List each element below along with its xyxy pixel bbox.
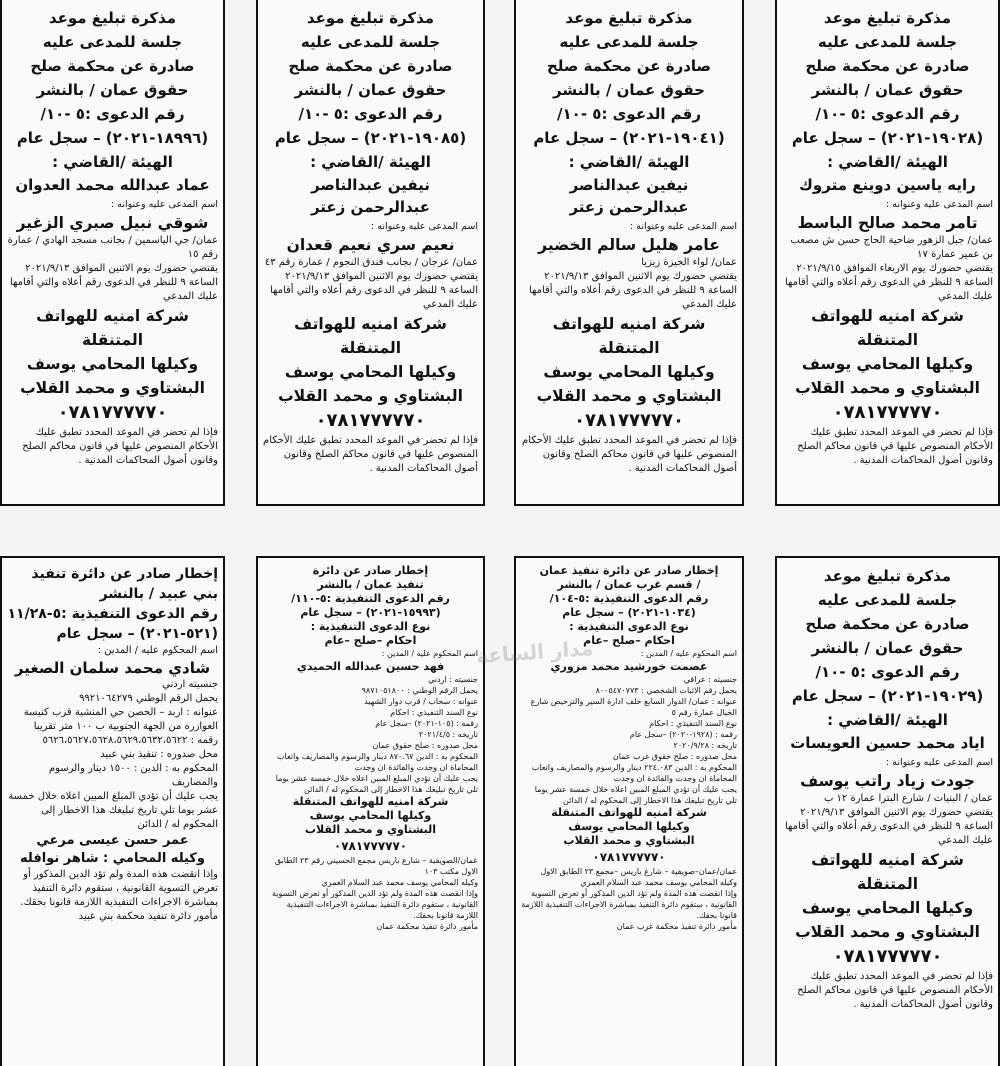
notice-header <box>7 564 218 644</box>
judge-label: الهيئة /القاضي : <box>568 153 690 171</box>
officer-signature: مأمور دائرة تنفيذ محكمة بني عبيد <box>78 911 218 922</box>
execution-details <box>521 674 737 806</box>
phone-number: ٠٧٨١٧٧٧٧٧٠ <box>315 410 426 431</box>
summons-text: يقتضي حضورك يوم الاثنين الموافق ٢٠٢١/٩/١٣ الساعة ٩ للنظر في الدعوى رقم أعلاه والتي أقامها عليك المدعي <box>528 271 737 310</box>
defendant-name: عامر هليل سالم الخضير <box>538 236 720 254</box>
defendant-name: نعيم سري نعيم قعدان <box>286 236 455 254</box>
case-record: (١٩٠٨٥-٢٠٢١) – سجل عام <box>274 129 467 147</box>
court-division: حقوق عمان / بالنشر <box>811 81 964 99</box>
case-record: (١٩٠٢٨-٢٠٢١) – سجل عام <box>791 129 984 147</box>
detail-line: تاريخه : ٢٠٢٠/٩/٢٨ <box>673 741 737 750</box>
summons-text: يقتضي حضورك يوم الاثنين الموافق ٢٠٢١/٩/١٣ الساعة ٩ للنظر في الدعوى رقم أعلاه والتي أقامها عليك المدعي <box>9 263 218 302</box>
notice-footer: فإذا لم تحضر في الموعد المحدد تطبق عليك الأحكام المنصوص عليها في قانون محاكم الصلح وقانون أصول المحاكمات المدنية . <box>797 427 993 466</box>
notice-subtitle: بني عبيد / بالنشر <box>99 586 218 602</box>
detail-line: يحمل الرقم الوطني ٩٩٢١٠٦٤٢٧٩ <box>79 693 218 704</box>
creditor-agent: وكيله المحامي : شاهر نوافله <box>20 851 205 866</box>
creditor-address: عمان/عمان–صويفية – شارع باريس –مجمع ٢٣ الطابق الاول <box>540 867 737 876</box>
notice-card <box>0 0 225 506</box>
plaintiff-block <box>263 312 478 408</box>
notice-subtitle: جلسة للمدعى عليه <box>817 33 958 51</box>
detail-line: جنسيته : عراقي <box>683 675 737 684</box>
phone-number: ٠٧٨١٧٧٧٧٧٠ <box>333 839 408 853</box>
case-record: (٥٢١-٢٠٢١) – سجل عام <box>56 626 218 642</box>
plaintiff-block <box>7 304 218 400</box>
notice-card <box>775 556 1000 1066</box>
judge-name-line: نيفين عبدالناصر <box>569 176 689 194</box>
phone-number: ٠٧٨١٧٧٧٧٧٠ <box>574 410 684 431</box>
case-number: رقم الدعوى :٥ -١٠/ <box>815 663 960 681</box>
notice-title: مذكرة تبليغ موعد <box>306 9 435 27</box>
detail-line: يحمل رقم الاثبات الشخصي : ٨٠٠٥٤٧٠٧٧٣ <box>595 686 737 695</box>
officer-signature: مأمور دائرة تنفيذ محكمة عمان <box>376 922 478 931</box>
case-record: (١٥٩٩٣-٢٠٢١) – سجل عام <box>300 606 441 619</box>
plaintiff-agent-names: البشتاوي و محمد القلاب <box>795 379 980 397</box>
detail-line: يجب عليك أن تؤدي المبلغ المبين اعلاه خلال خمسة عشر يوما تلي تاريخ تبليغك هذا الاخطار إلى المحكوم له / الدائن <box>275 774 478 794</box>
plaintiff-agent-names: البشتاوي و محمد القلاب <box>278 387 463 405</box>
case-number: رقم الدعوى :٥ -١٠/ <box>557 105 701 123</box>
detail-line: نوع السند التنفيذي : احكام <box>390 708 478 717</box>
judge-name <box>521 174 737 218</box>
plaintiff-name: شركة امنيه للهواتف المتنقلة <box>294 315 447 357</box>
notice-title: مذكرة تبليغ موعد <box>823 567 952 585</box>
defendant-label: اسم المدعى عليه وعنوانه : <box>886 199 993 210</box>
detail-line: تاريخه : ٢٠٢١/٤/٥ <box>418 730 478 739</box>
debtor-label: اسم المحكوم عليه / المدين : <box>640 649 737 658</box>
plaintiff-agent-names: البشتاوي و محمد القلاب <box>536 387 722 405</box>
judge-name-line: عبدالرحمن زعتر <box>569 198 689 216</box>
plaintiff-name: شركة امنيه للهواتف المتنقلة <box>811 851 964 893</box>
debtor-label: اسم المحكوم عليه / المدين : <box>381 649 478 658</box>
notice-card <box>514 0 744 506</box>
notice-title: إخطار صادر عن دائرة <box>312 564 429 577</box>
judge-name-line: عبدالرحمن زعتر <box>310 198 431 216</box>
defendant-label: اسم المدعى عليه وعنوانه : <box>630 221 737 232</box>
plaintiff-agent: وكيلها المحامي يوسف <box>26 355 199 373</box>
creditor-agent: وكيله المحامي يوسف محمد عبد السلام العمري <box>321 878 478 887</box>
detail-line: يجب عليك أن تؤدي المبلغ المبين اعلاه خلال خمسة عشر يوما تلي تاريخ تبليغك هذا الاخطار إلى المحكوم له / الدائن <box>8 791 218 830</box>
officer-signature: مأمور دائرة تنفيذ محكمة غرب عمان <box>616 922 737 931</box>
notice-footer: فإذا لم تحضر في الموعد المحدد تطبق عليك الأحكام المنصوص عليها في قانون محاكم الصلح وقانون أصول المحاكمات المدنية . <box>522 435 737 474</box>
notice-header <box>521 6 737 174</box>
detail-line: عنوانه : سحاب / قرب دوار الشهيد <box>364 697 478 706</box>
notice-header <box>782 564 993 732</box>
case-number: رقم الدعوى :٥ -١٠/ <box>298 105 443 123</box>
debtor-name: فهد حسين عبدالله الحميدي <box>296 660 445 673</box>
judge-name <box>263 174 478 218</box>
case-number: رقم الدعوى :٥ -١٠/ <box>40 105 185 123</box>
execution-notice-card <box>256 556 485 1066</box>
plaintiff-name: شركة امنيه للهواتف المتنقلة <box>36 307 189 349</box>
detail-line: رقمه : (١٩٢٨-٢٠٢٠) –سجل عام <box>629 730 737 739</box>
plaintiff-agent: وكيلها المحامي يوسف <box>568 820 690 833</box>
notice-subtitle: تنفيذ عمان / بالنشر <box>317 578 424 591</box>
notice-footer: فإذا لم تحضر في الموعد المحدد تطبق عليك الأحكام المنصوص عليها في قانون محاكم الصلح وقانون أصول المحاكمات المدنية . <box>263 435 478 474</box>
defendant-address: عمان/ جبل الزهور ضاحية الحاج حسن ش مصعب بن عمير عمارة ١٧ <box>790 235 993 260</box>
notice-subtitle: جلسة للمدعى عليه <box>300 33 441 51</box>
notice-card <box>256 0 485 506</box>
defendant-address: عمان / البنيات / شارع البترا عمارة ١٢ ب <box>823 793 993 804</box>
plaintiff-name: شركة امنيه للهواتف المتنقلة <box>552 315 706 357</box>
detail-line: يحمل الرقم الوطني : ٩٨٧١٠٥١٨٠٠ <box>361 686 478 695</box>
creditor-address: عمان/الصويفية – شارع باريس مجمع الحسيني رقم ٢٣ الطابق الاول مكتب ١٠٣ <box>274 856 478 876</box>
detail-line: يجب عليك أن تؤدي المبلغ المبين اعلاه خلال خمسة عشر يوما تلي تاريخ تبليغك هذا الاخطار إلى المحكوم له / الدائن <box>534 785 737 805</box>
detail-line: جنسيته : اردني <box>428 675 478 684</box>
plaintiff-block <box>263 795 478 837</box>
court-division: حقوق عمان / بالنشر <box>811 639 964 657</box>
summons-text: يقتضي حضورك يوم الاثنين الموافق ٢٠٢١/٩/١٣ الساعة ٩ للنظر في الدعوى رقم أعلاه والتي أقامها عليك المدعي <box>269 271 478 310</box>
notice-title: إخطار صادر عن دائرة تنفيذ عمان <box>539 564 719 577</box>
plaintiff-name: شركة امنيه للهواتف المتنقلة <box>811 307 964 349</box>
court-division: حقوق عمان / بالنشر <box>294 81 447 99</box>
summons-text: يقتضي حضورك يوم الاثنين الموافق ٢٠٢١/٩/١٣ الساعة ٩ للنظر في الدعوى رقم أعلاه والتي أقامها عليك المدعي <box>784 807 993 846</box>
case-type: احكام –صلح –عام <box>324 634 417 647</box>
plaintiff-agent: وكيلها المحامي يوسف <box>284 363 457 381</box>
case-number: رقم الدعوى التنفيذية :٥-١١/٢٨ <box>7 606 218 622</box>
judge-label: الهيئة /القاضي : <box>310 153 431 171</box>
phone-number: ٠٧٨١٧٧٧٧٧٠ <box>592 850 666 864</box>
top-row <box>0 0 1000 506</box>
detail-line: محل صدوره : صلح حقوق عمان <box>372 741 478 750</box>
plaintiff-block <box>521 806 737 848</box>
notice-footer: فإذا لم تحضر في الموعد المحدد تطبق عليك الأحكام المنصوص عليها في قانون محاكم الصلح وقانون أصول المحاكمات المدنية . <box>797 971 993 1010</box>
detail-line: عنوانه : اربد – الحصن حي المنشية قرب كنيسة العوازره من الجهة الجنوبية ب ١٠٠ متر تقريبا <box>23 707 218 732</box>
court-division: حقوق عمان / بالنشر <box>553 81 705 99</box>
judge-name: رايه ياسين دوينع متروك <box>799 176 976 194</box>
defendant-name: تامر محمد صالح الباسط <box>797 214 978 232</box>
creditor-agent: وكيله المحامي يوسف محمد عبد السلام العمري <box>580 878 737 887</box>
court-name: صادرة عن محكمة صلح <box>805 615 970 633</box>
notice-header <box>782 6 993 174</box>
plaintiff-agent-names: البشتاوي و محمد القلاب <box>563 834 695 847</box>
plaintiff-agent-names: البشتاوي و محمد القلاب <box>795 923 980 941</box>
defendant-address: عمان/ عرجان / بجانب فندق النجوم / عمارة رقم ٤٣ <box>264 257 478 268</box>
defendant-address: عمان/ لواء الجيزة زيزيا <box>641 257 737 268</box>
creditor-name: عمر حسن عيسى مرعي <box>36 833 189 848</box>
plaintiff-agent-names: البشتاوي و محمد القلاب <box>304 823 437 836</box>
notice-subtitle: جلسة للمدعى عليه <box>817 591 958 609</box>
plaintiff-name: شركة امنيه للهواتف المتنقلة <box>551 806 707 819</box>
judge-label: الهيئة /القاضي : <box>52 153 173 171</box>
notice-title: مذكرة تبليغ موعد <box>823 9 952 27</box>
notice-header <box>263 564 478 648</box>
debtor-label: اسم المحكوم عليه / المدين : <box>97 645 218 656</box>
defendant-label: اسم المدعى عليه وعنوانه : <box>111 199 218 210</box>
watermark-text: مدار الساعة <box>475 635 594 669</box>
notice-subtitle: جلسة للمدعى عليه <box>42 33 183 51</box>
court-name: صادرة عن محكمة صلح <box>288 57 453 75</box>
warning-text: وإذا انقضت هذه المدة ولم تؤد الدين المذكور أو تعرض التسوية القانونية ، ستقوم دائرة التنفيذ بمباشرة الاجراءات التنفيذية اللازمة قانونا بحقك. <box>20 869 218 908</box>
defendant-label: اسم المدعى عليه وعنوانه : <box>886 757 993 768</box>
plaintiff-agent: وكيلها المحامي يوسف <box>801 355 974 373</box>
case-record: (١٩٠٤١-٢٠٢١) – سجل عام <box>533 129 725 147</box>
judge-label: الهيئة /القاضي : <box>827 153 948 171</box>
court-name: صادرة عن محكمة صلح <box>805 57 970 75</box>
notice-header <box>521 564 737 648</box>
judge-name: اياد محمد حسين العويسات <box>790 734 985 752</box>
notice-title: إخطار صادر عن دائرة تنفيذ <box>31 566 218 582</box>
phone-number: ٠٧٨١٧٧٧٧٧٠ <box>832 946 943 967</box>
detail-line: رقمه : ٥٦٢٦،٥٦٢٧،٥٦٢٨،٥٦٢٩،٥٦٣٢،٥٦٢٢ <box>42 735 218 746</box>
plaintiff-agent: وكيلها المحامي يوسف <box>543 363 715 381</box>
notice-card <box>775 0 1000 506</box>
plaintiff-name: شركة امنيه للهواتف المتنقلة <box>292 795 449 808</box>
case-type-label: نوع الدعوى التنفيذية : <box>569 620 689 633</box>
execution-details <box>263 674 478 795</box>
phone-number: ٠٧٨١٧٧٧٧٧٠ <box>832 402 943 423</box>
judge-label: الهيئة /القاضي : <box>827 711 948 729</box>
notice-header <box>7 6 218 174</box>
judge-name-line: نيفين عبدالناصر <box>311 176 430 194</box>
notice-footer: فإذا لم تحضر في الموعد المحدد تطبق عليك الأحكام المنصوص عليها في قانون محاكم الصلح وقانون أصول المحاكمات المدنية . <box>22 427 218 466</box>
plaintiff-block <box>521 312 737 408</box>
case-record: (١٩٠٢٩-٢٠٢١) – سجل عام <box>791 687 984 705</box>
bottom-row <box>0 556 1000 1066</box>
court-name: صادرة عن محكمة صلح <box>546 57 712 75</box>
plaintiff-agent: وكيلها المحامي يوسف <box>801 899 974 917</box>
warning-text: وإذا انقضت هذه المدة ولم تؤد الدين المذكور أو تعرض التسوية القانونية ، ستقوم دائرة التنفيذ بمباشرة الاجراءات التنفيذية اللازمة قانونا بحقك. <box>521 889 737 920</box>
case-number: رقم الدعوى التنفيذية :٥-١١٠/ <box>291 592 450 605</box>
detail-line: المحكوم به : الدين ٢٢٤.٠٨٣ دينار والرسوم والمصاريف واتعاب المحاماة ان وجدت والفائدة ان وجدت <box>531 763 737 783</box>
detail-line: محل صدوره : تنفيذ بني عبيد <box>100 749 218 760</box>
detail-line: محل صدوره : صلح حقوق غرب عمان <box>612 752 737 761</box>
detail-line: المحكوم به : الدين : ١٥٠٠ دينار والرسوم والمصاريف <box>48 763 218 788</box>
defendant-address: عمان/ حي الياسمين / بجانب مسجد الهادي / عمارة رقم ١٥ <box>7 235 218 260</box>
case-number: رقم الدعوى التنفيذية :٥-١٠٤/ <box>549 592 709 605</box>
plaintiff-block <box>782 304 993 400</box>
phone-number: ٠٧٨١٧٧٧٧٧٠ <box>57 402 168 423</box>
execution-details <box>7 678 218 832</box>
notice-title: مذكرة تبليغ موعد <box>48 9 177 27</box>
summons-text: يقتضي حضورك يوم الاربعاء الموافق ٢٠٢١/٩/١٥ الساعة ٩ للنظر في الدعوى رقم أعلاه والتي أقامها عليك المدعي <box>784 263 993 302</box>
execution-notice-card <box>0 556 225 1066</box>
execution-notice-card <box>514 556 744 1066</box>
case-type-label: نوع الدعوى التنفيذية : <box>310 620 431 633</box>
notice-header <box>263 6 478 174</box>
plaintiff-agent-names: البشتاوي و محمد القلاب <box>20 379 205 397</box>
debtor-name: عصمت خورشيد محمد مزوري <box>550 660 708 673</box>
notice-subtitle: / قسم غرب عمان / بالنشر <box>557 578 701 591</box>
case-type: احكام –صلح –عام <box>583 634 675 647</box>
notice-title: مذكرة تبليغ موعد <box>565 9 693 27</box>
detail-line: جنسيته اردني <box>162 679 218 690</box>
defendant-name: شوقي نبيل صبري الزغير <box>16 214 209 232</box>
debtor-name: شادي محمد سلمان الصغير <box>14 659 211 677</box>
case-record: (١٠٣٤-٢٠٢١) – سجل عام <box>562 606 696 619</box>
court-division: حقوق عمان / بالنشر <box>36 81 189 99</box>
defendant-label: اسم المدعى عليه وعنوانه : <box>371 221 478 232</box>
notice-subtitle: جلسة للمدعى عليه <box>559 33 699 51</box>
case-record: (١٨٩٩٦-٢٠٢١) – سجل عام <box>16 129 209 147</box>
plaintiff-block <box>782 848 993 944</box>
judge-name: عماد عبدالله محمد العدوان <box>15 176 210 194</box>
defendant-name: جودت زياد راتب يوسف <box>800 772 975 790</box>
warning-text: وإذا انقضت هذه المدة ولم تؤد الدين المذكور أو تعرض التسوية القانونية ، ستقوم دائرة التنفيذ بمباشرة الاجراءات التنفيذية اللازمة قانونا بحقك. <box>271 889 478 920</box>
detail-line: رقمه : (١٠٥-٢٠٢١) –سجل عام <box>375 719 478 728</box>
detail-line: المحكوم به : الدين ٨٧٠.٦٧ دينار والرسوم والمصاريف واتعاب المحاماة ان وجدت والفائدة ان وجدت <box>277 752 478 772</box>
detail-line: نوع السند التنفيذي : احكام <box>649 719 737 728</box>
plaintiff-agent: وكيلها المحامي يوسف <box>309 809 432 822</box>
detail-line: عنوانه : عمان/ الدوار السابع خلف ادارة السير والترخيص شارع الخيال عمارة رقم ٥ <box>530 697 737 717</box>
court-name: صادرة عن محكمة صلح <box>30 57 195 75</box>
case-number: رقم الدعوى :٥ -١٠/ <box>815 105 960 123</box>
